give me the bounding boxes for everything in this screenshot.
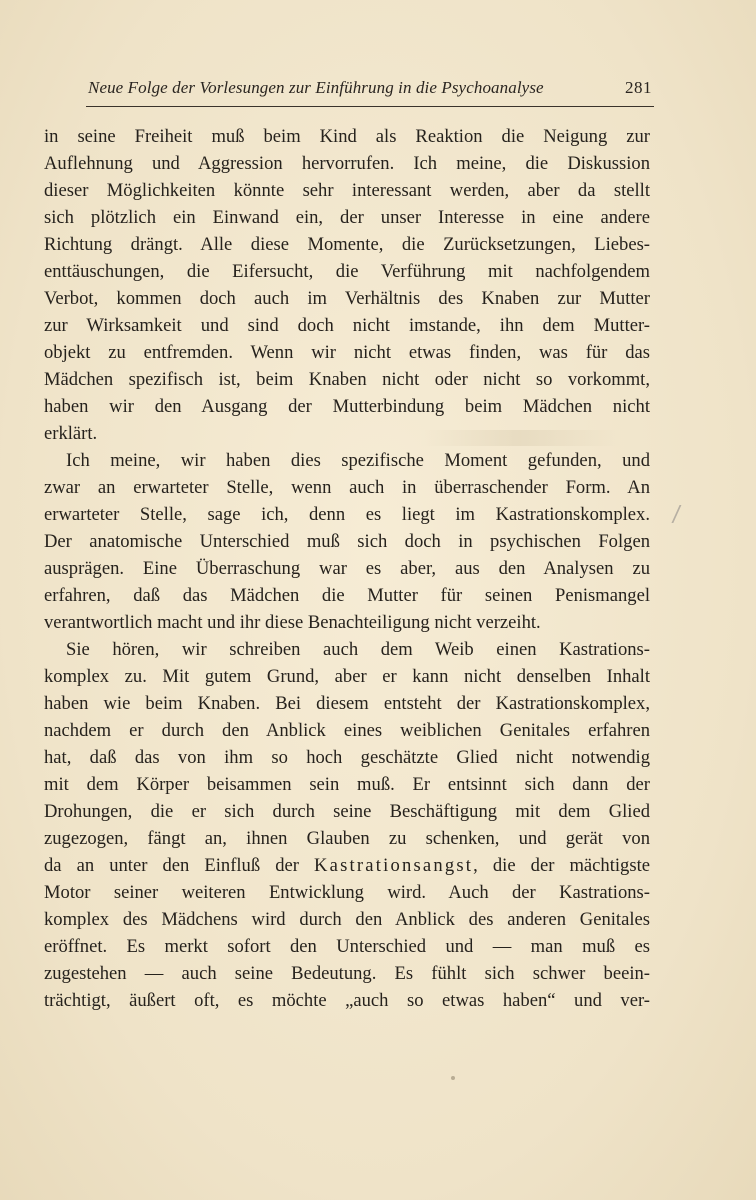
text-line: zugestehen — auch seine Bedeutung. Es fühlt sich schwer beein-	[44, 963, 650, 984]
text-line: Drohungen, die er sich durch seine Beschäftigung mit dem Glied	[44, 801, 650, 822]
text-line: sich plötzlich ein Einwand ein, der unser Interesse in eine andere	[44, 207, 650, 228]
text-line: Verbot, kommen doch auch im Verhältnis des Knaben zur Mutter	[44, 288, 650, 309]
text-line: dieser Möglichkeiten könnte sehr interessant werden, aber da stellt	[44, 180, 650, 201]
body-text	[44, 123, 650, 1014]
text-line: Mädchen spezifisch ist, beim Knaben nicht oder nicht so vorkommt,	[44, 369, 650, 390]
text-line: in seine Freiheit muß beim Kind als Reaktion die Neigung zur	[44, 126, 650, 147]
text-line: enttäuschungen, die Eifersucht, die Verführung mit nachfolgendem	[44, 261, 650, 282]
text-line: eröffnet. Es merkt sofort den Unterschied und — man muß es	[44, 936, 650, 957]
text-line: Richtung drängt. Alle diese Momente, die Zurücksetzungen, Liebes-	[44, 234, 650, 255]
pencil-margin-mark: /	[670, 502, 682, 527]
text-line: zwar an erwarteter Stelle, wenn auch in überraschender Form. An	[44, 477, 650, 498]
text-line: zugezogen, fängt an, ihnen Glauben zu schenken, und gerät von	[44, 828, 650, 849]
text-line: Motor seiner weiteren Entwicklung wird. Auch der Kastrations-	[44, 882, 650, 903]
text-line: erklärt.	[44, 423, 98, 444]
text-line: Auflehnung und Aggression hervorrufen. Ich meine, die Diskussion	[44, 153, 650, 174]
text-line: verantwortlich macht und ihr diese Benachteiligung nicht verzeiht.	[44, 612, 541, 633]
text-line: komplex zu. Mit gutem Grund, aber er kann nicht denselben Inhalt	[44, 666, 650, 687]
text-line: trächtigt, äußert oft, es möchte „auch so etwas haben“ und ver-	[44, 990, 650, 1011]
text-line-spaced	[44, 852, 650, 879]
text-line: Sie hören, wir schreiben auch dem Weib einen Kastrations-	[66, 639, 650, 660]
text-line: haben wie beim Knaben. Bei diesem entsteht der Kastrationskomplex,	[44, 693, 650, 714]
text-line: Ich meine, wir haben dies spezifische Moment gefunden, und	[66, 450, 650, 471]
text-segment: , die der mächtigste	[473, 855, 651, 876]
running-head-title: Neue Folge der Vorlesungen zur Einführung in die Psychoanalyse	[88, 78, 544, 97]
text-line: haben wir den Ausgang der Mutterbindung beim Mädchen nicht	[44, 396, 650, 417]
text-line: objekt zu entfremden. Wenn wir nicht etwas finden, was für das	[44, 342, 650, 363]
text-line: zur Wirksamkeit und sind doch nicht imstande, ihn dem Mutter-	[44, 315, 650, 336]
text-line: mit dem Körper beisammen sein muß. Er entsinnt sich dann der	[44, 774, 650, 795]
text-line: Der anatomische Unterschied muß sich doch in psychischen Folgen	[44, 531, 650, 552]
page-number: 281	[625, 78, 652, 97]
text-line: erwarteter Stelle, sage ich, denn es liegt im Kastrationskomplex.	[44, 504, 650, 525]
running-head	[88, 78, 652, 104]
header-rule	[86, 106, 654, 107]
text-line: ausprägen. Eine Überraschung war es aber, aus den Analysen zu	[44, 558, 650, 579]
paper-speck	[451, 1076, 455, 1080]
text-line: erfahren, daß das Mädchen die Mutter für seinen Penismangel	[44, 585, 650, 606]
text-line: komplex des Mädchens wird durch den Anblick des anderen Genitales	[44, 909, 650, 930]
text-line: nachdem er durch den Anblick eines weiblichen Genitales erfahren	[44, 720, 650, 741]
text-segment: da an unter den Einfluß der	[44, 855, 299, 876]
emphasized-term: Kastrationsangst	[314, 855, 474, 876]
text-line: hat, daß das von ihm so hoch geschätzte Glied nicht notwendig	[44, 747, 650, 768]
